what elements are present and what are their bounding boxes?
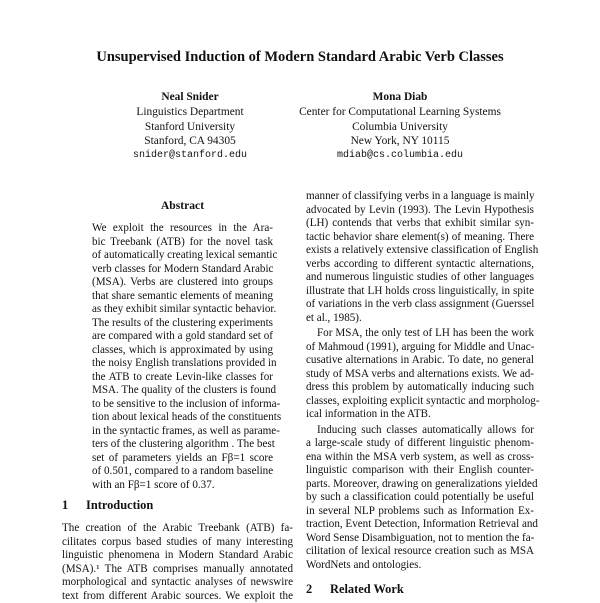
author-affiliation: Stanford University bbox=[90, 120, 290, 135]
text-line: of Mahmoud (1991), arguing for Middle and Unac- bbox=[306, 341, 534, 355]
text-line: Inducing such classes automatically allows for bbox=[306, 424, 534, 438]
text-line: morphological and syntactic analyses of newswire bbox=[62, 576, 293, 590]
abstract-heading: Abstract bbox=[92, 199, 273, 212]
text-line: The creation of the Arabic Treebank (ATB) fa- bbox=[62, 522, 293, 536]
text-line: We exploit the resources in the Ara- bbox=[92, 222, 273, 236]
author-affiliation: Center for Computational Learning Systems bbox=[280, 105, 520, 120]
text-line: classes, which is approximated by using bbox=[92, 344, 273, 358]
abstract-body bbox=[92, 222, 273, 492]
text-line: exists a relatively extensive classification of English bbox=[306, 244, 534, 258]
text-line: cilitates corpus based studies of many interesting bbox=[62, 536, 293, 550]
author-affiliation: Linguistics Department bbox=[90, 105, 290, 120]
section-title: Related Work bbox=[330, 582, 404, 596]
text-line: tactic behavior share element(s) of meaning. There bbox=[306, 231, 534, 245]
section-number: 1 bbox=[62, 498, 86, 513]
text-line: verb classes for Modern Standard Arabic bbox=[92, 263, 273, 277]
author-name: Neal Snider bbox=[90, 90, 290, 105]
text-line: to be sensitive to the inclusion of informa- bbox=[92, 398, 273, 412]
text-line: bic Treebank (ATB) for the novel task bbox=[92, 236, 273, 250]
text-line: linguistic phenomena in Modern Standard Arabic bbox=[62, 549, 293, 563]
section-heading-related-work bbox=[306, 582, 404, 597]
text-line: as they exhibit similar syntactic behavior. bbox=[92, 303, 273, 317]
text-line: verbs according to different syntactic alternations, bbox=[306, 258, 534, 272]
text-line: The results of the clustering experiments bbox=[92, 317, 273, 331]
text-line: classes, exploiting explicit syntactic and morpholog- bbox=[306, 395, 534, 409]
text-line: that share semantic elements of meaning bbox=[92, 290, 273, 304]
text-line: the noisy English translations provided in bbox=[92, 357, 273, 371]
text-line: by such a classification could potentially be useful bbox=[306, 491, 534, 505]
author-block-1 bbox=[90, 90, 290, 164]
right-column-body bbox=[306, 190, 534, 572]
author-address: Stanford, CA 94305 bbox=[90, 134, 290, 149]
text-line: ters of the clustering algorithm . The best bbox=[92, 438, 273, 452]
author-name: Mona Diab bbox=[280, 90, 520, 105]
text-line: in the syntactic frames, as well as parame- bbox=[92, 425, 273, 439]
text-line: Word Sense Disambiguation, not to mention the fa- bbox=[306, 532, 534, 546]
text-line: study of MSA verbs and alternations exists. We ad- bbox=[306, 368, 534, 382]
text-line: ena within the MSA verb system, as well as cross- bbox=[306, 451, 534, 465]
author-affiliation: Columbia University bbox=[280, 120, 520, 135]
paragraph bbox=[306, 424, 534, 573]
text-line: cusative alternations in Arabic. To date, no general bbox=[306, 354, 534, 368]
text-line: set of parameters yields an Fβ=1 score bbox=[92, 452, 273, 466]
text-line: linguistic comparison with their English counter- bbox=[306, 464, 534, 478]
text-line: ical information in the ATB. bbox=[306, 408, 534, 422]
text-line: (LH) contends that verbs that exhibit similar syn- bbox=[306, 217, 534, 231]
text-line: (MSA).¹ The ATB comprises manually annotated bbox=[62, 563, 293, 577]
paragraph bbox=[306, 190, 534, 325]
text-line: of variations in the verb class assignment (Guerssel bbox=[306, 298, 534, 312]
section-number: 2 bbox=[306, 582, 330, 597]
text-line: et al., 1985). bbox=[306, 312, 534, 326]
author-block-2 bbox=[280, 90, 520, 164]
section-title: Introduction bbox=[86, 498, 153, 512]
text-line: parts. Moreover, drawing on generalizations yielded bbox=[306, 478, 534, 492]
text-line: (MSA). Verbs are clustered into groups bbox=[92, 276, 273, 290]
text-line: the ATB to create Levin-like classes for bbox=[92, 371, 273, 385]
text-line: WordNets and ontologies. bbox=[306, 559, 534, 573]
text-line: manner of classifying verbs in a language is mainly bbox=[306, 190, 534, 204]
author-address: New York, NY 10115 bbox=[280, 134, 520, 149]
text-line: cilitation of lexical resource creation such as MSA bbox=[306, 545, 534, 559]
text-line: traction, Event Detection, Information Retrieval and bbox=[306, 518, 534, 532]
text-line: a large-scale study of different linguistic phenom- bbox=[306, 437, 534, 451]
text-line: and numerous linguistic studies of other languages bbox=[306, 271, 534, 285]
text-line: illustrate that LH holds cross linguistically, in spite bbox=[306, 285, 534, 299]
introduction-body bbox=[62, 522, 293, 603]
paper-title: Unsupervised Induction of Modern Standard Arabic Verb Classes bbox=[0, 49, 600, 66]
text-line: with an Fβ=1 score of 0.37. bbox=[92, 479, 273, 493]
paragraph bbox=[306, 327, 534, 422]
text-line: of automatically creating lexical semantic bbox=[92, 249, 273, 263]
text-line: text from different Arabic sources. We exploit the bbox=[62, 590, 293, 603]
text-line: in several NLP problems such as Information Ex- bbox=[306, 505, 534, 519]
text-line: dress this problem by automatically inducing such bbox=[306, 381, 534, 395]
text-line: For MSA, the only test of LH has been the work bbox=[306, 327, 534, 341]
text-line: advocated by Levin (1993). The Levin Hypothesis bbox=[306, 204, 534, 218]
text-line: of 0.501, compared to a random baseline bbox=[92, 465, 273, 479]
text-line: are compared with a gold standard set of bbox=[92, 330, 273, 344]
text-line: MSA. The quality of the clusters is found bbox=[92, 384, 273, 398]
section-heading-introduction bbox=[62, 498, 153, 513]
author-email: snider@stanford.edu bbox=[90, 149, 290, 164]
text-line: tion about lexical heads of the constituents bbox=[92, 411, 273, 425]
author-email: mdiab@cs.columbia.edu bbox=[280, 149, 520, 164]
